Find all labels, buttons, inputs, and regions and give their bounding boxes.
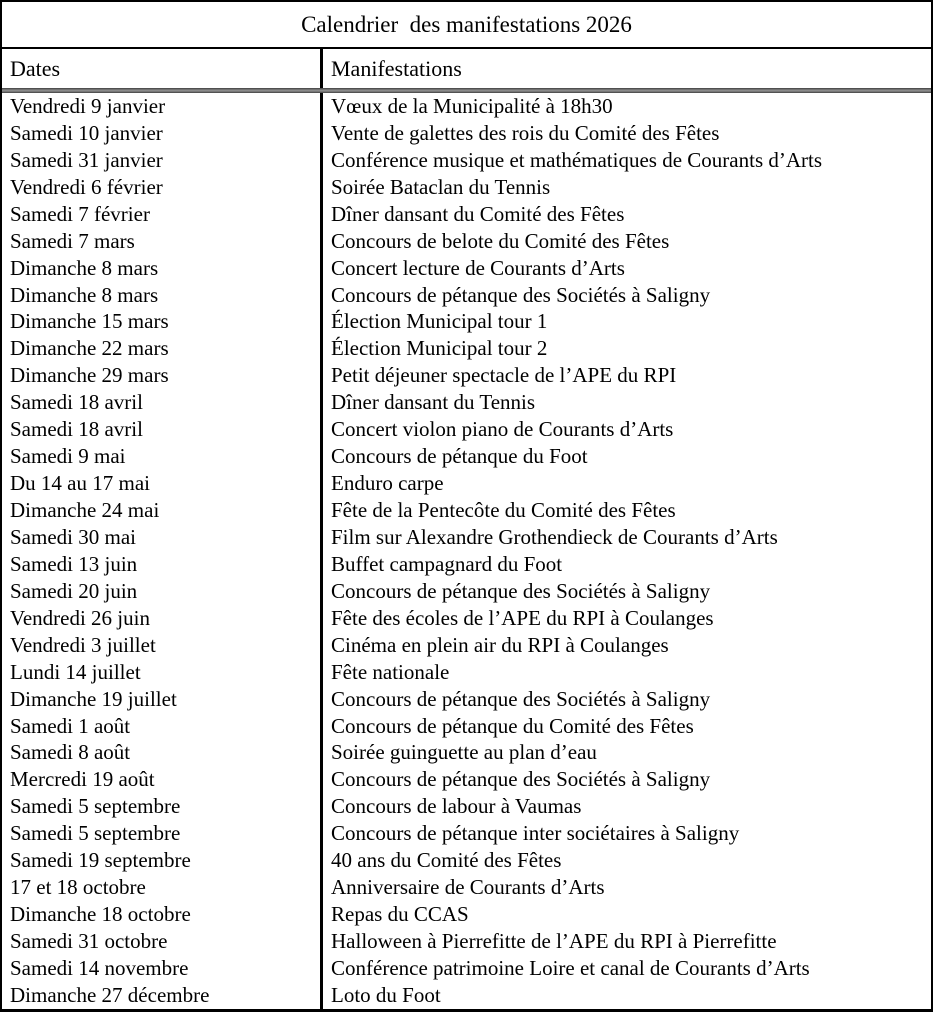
- table-row: [2, 389, 931, 416]
- date-cell: Samedi 1 août: [10, 713, 131, 738]
- manifestation-cell: Concours de belote du Comité des Fêtes: [320, 228, 931, 255]
- table-row: [2, 820, 931, 847]
- date-cell: Vendredi 9 janvier: [10, 93, 166, 118]
- table-row: [2, 201, 931, 228]
- date-cell: Du 14 au 17 mai: [10, 471, 150, 496]
- manifestation-cell: Concours de pétanque du Comité des Fêtes: [320, 713, 931, 740]
- manifestation-cell: Conférence patrimoine Loire et canal de Courants d’Arts: [320, 955, 931, 982]
- table-row: [2, 362, 931, 389]
- manifestation-cell: Buffet campagnard du Foot: [320, 551, 931, 578]
- table-header-row: [2, 49, 931, 88]
- date-cell: Dimanche 8 mars: [10, 282, 159, 307]
- manifestation-cell: Petit déjeuner spectacle de l’APE du RPI: [320, 362, 931, 389]
- date-cell: Dimanche 15 mars: [10, 309, 169, 334]
- date-cell: Samedi 31 octobre: [10, 929, 168, 954]
- table-row: [2, 524, 931, 551]
- date-cell: Samedi 18 avril: [10, 390, 143, 415]
- date-cell: 17 et 18 octobre: [10, 875, 146, 900]
- table-row: [2, 713, 931, 740]
- manifestation-cell: Repas du CCAS: [320, 901, 931, 928]
- table-title-text: Calendrier des manifestations 2026: [301, 11, 632, 37]
- manifestation-cell: Dîner dansant du Comité des Fêtes: [320, 201, 931, 228]
- manifestation-cell: Vente de galettes des rois du Comité des Fêtes: [320, 120, 931, 147]
- manifestation-cell: Élection Municipal tour 2: [320, 335, 931, 362]
- table-row: [2, 928, 931, 955]
- table-row: [2, 793, 931, 820]
- table-row: [2, 901, 931, 928]
- date-cell: Samedi 10 janvier: [10, 120, 163, 145]
- manifestation-cell: Loto du Foot: [320, 982, 931, 1009]
- manifestation-cell: Dîner dansant du Tennis: [320, 389, 931, 416]
- manifestation-cell: Fête nationale: [320, 659, 931, 686]
- date-cell: Samedi 18 avril: [10, 417, 143, 442]
- table-body: [2, 93, 931, 1009]
- manifestation-cell: Concours de pétanque des Sociétés à Saligny: [320, 686, 931, 713]
- table-row: [2, 605, 931, 632]
- table-row: [2, 309, 931, 336]
- date-cell: Samedi 13 juin: [10, 551, 138, 576]
- table-row: [2, 335, 931, 362]
- manifestation-cell: Anniversaire de Courants d’Arts: [320, 874, 931, 901]
- manifestation-cell: Soirée Bataclan du Tennis: [320, 174, 931, 201]
- manifestation-cell: Soirée guinguette au plan d’eau: [320, 740, 931, 767]
- date-cell: Dimanche 29 mars: [10, 363, 169, 388]
- table-row: [2, 686, 931, 713]
- manifestation-cell: Concours de pétanque des Sociétés à Saligny: [320, 282, 931, 309]
- manifestation-cell: Vœux de la Municipalité à 18h30: [320, 93, 931, 120]
- table-row: [2, 632, 931, 659]
- manifestation-cell: Élection Municipal tour 1: [320, 309, 931, 336]
- manifestation-cell: Concours de pétanque du Foot: [320, 443, 931, 470]
- date-cell: Vendredi 6 février: [10, 174, 163, 199]
- table-row: [2, 174, 931, 201]
- date-cell: Samedi 5 septembre: [10, 794, 181, 819]
- table-row: [2, 443, 931, 470]
- table-row: [2, 282, 931, 309]
- table-row: [2, 497, 931, 524]
- header-manifestations: Manifestations: [320, 49, 931, 88]
- date-cell: Samedi 7 février: [10, 201, 150, 226]
- table-row: [2, 470, 931, 497]
- date-cell: Dimanche 22 mars: [10, 336, 169, 361]
- table-row: [2, 659, 931, 686]
- date-cell: Samedi 30 mai: [10, 524, 136, 549]
- manifestation-cell: Concert violon piano de Courants d’Arts: [320, 416, 931, 443]
- table-row: [2, 416, 931, 443]
- table-row: [2, 93, 931, 120]
- table-row: [2, 147, 931, 174]
- manifestation-cell: Film sur Alexandre Grothendieck de Courants d’Arts: [320, 524, 931, 551]
- header-dates: Dates: [10, 55, 61, 81]
- date-cell: Samedi 31 janvier: [10, 147, 163, 172]
- table-title: [2, 2, 931, 49]
- manifestation-cell: Halloween à Pierrefitte de l’APE du RPI à Pierrefitte: [320, 928, 931, 955]
- table-row: [2, 982, 931, 1009]
- manifestation-cell: Fête de la Pentecôte du Comité des Fêtes: [320, 497, 931, 524]
- manifestation-cell: Fête des écoles de l’APE du RPI à Coulanges: [320, 605, 931, 632]
- manifestation-cell: Enduro carpe: [320, 470, 931, 497]
- table-row: [2, 766, 931, 793]
- date-cell: Dimanche 27 décembre: [10, 982, 210, 1007]
- date-cell: Samedi 20 juin: [10, 578, 138, 603]
- date-cell: Dimanche 24 mai: [10, 498, 160, 523]
- table-row: [2, 874, 931, 901]
- manifestation-cell: Cinéma en plein air du RPI à Coulanges: [320, 632, 931, 659]
- date-cell: Vendredi 26 juin: [10, 605, 150, 630]
- manifestation-cell: Concours de pétanque des Sociétés à Saligny: [320, 578, 931, 605]
- date-cell: Samedi 8 août: [10, 740, 131, 765]
- table-row: [2, 255, 931, 282]
- date-cell: Samedi 9 mai: [10, 444, 126, 469]
- date-cell: Dimanche 19 juillet: [10, 686, 177, 711]
- table-row: [2, 740, 931, 767]
- date-cell: Vendredi 3 juillet: [10, 632, 156, 657]
- date-cell: Dimanche 18 octobre: [10, 902, 191, 927]
- manifestation-cell: Concours de pétanque inter sociétaires à Saligny: [320, 820, 931, 847]
- manifestation-cell: 40 ans du Comité des Fêtes: [320, 847, 931, 874]
- table-row: [2, 120, 931, 147]
- table-row: [2, 228, 931, 255]
- date-cell: Lundi 14 juillet: [10, 659, 141, 684]
- table-row: [2, 551, 931, 578]
- manifestation-cell: Concert lecture de Courants d’Arts: [320, 255, 931, 282]
- table-row: [2, 955, 931, 982]
- table-row: [2, 578, 931, 605]
- date-cell: Samedi 5 septembre: [10, 821, 181, 846]
- manifestation-cell: Concours de pétanque des Sociétés à Saligny: [320, 766, 931, 793]
- date-cell: Samedi 7 mars: [10, 228, 135, 253]
- date-cell: Dimanche 8 mars: [10, 255, 159, 280]
- manifestation-cell: Concours de labour à Vaumas: [320, 793, 931, 820]
- date-cell: Samedi 14 novembre: [10, 955, 189, 980]
- date-cell: Samedi 19 septembre: [10, 848, 191, 873]
- manifestation-cell: Conférence musique et mathématiques de Courants d’Arts: [320, 147, 931, 174]
- table-row: [2, 847, 931, 874]
- date-cell: Mercredi 19 août: [10, 767, 155, 792]
